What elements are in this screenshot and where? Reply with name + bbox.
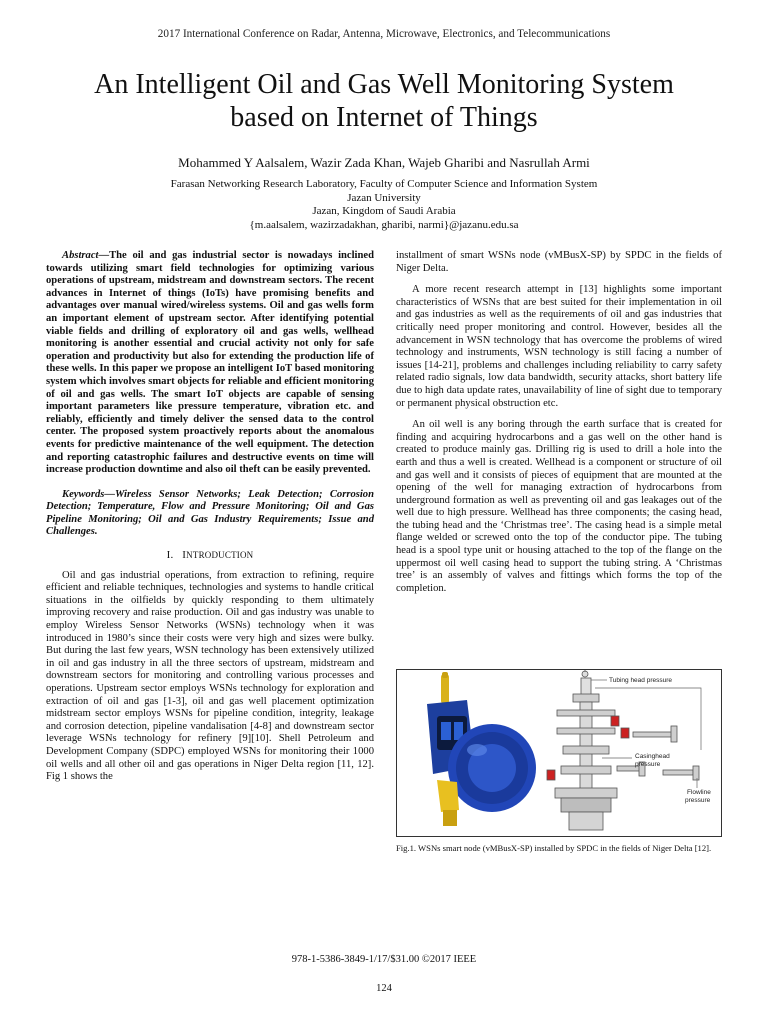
left-column — [46, 250, 374, 784]
affiliation-line: Farasan Networking Research Laboratory, Faculty of Computer Science and Information System — [170, 178, 598, 190]
abstract-text: —The oil and gas industrial sector is nowadays inclined towards utilizing smart field technologies for optimizing various operations of upstream, midstream and downstream sectors. The recent advances in Internet of things (IoTs) have promising benefits and advantages over manual wired/wireless systems. Oil and gas wells form an important element of upstream sector. After identifying potential viable fields and drilling of exploratory oil and gas wells, wellhead monitoring is another essential and crucial activity not only for safe operation and productivity but also for extending the production life of these wells. In this paper we propose an intelligent IoT based monitoring system which involves smart objects for reliable and efficient monitoring of oil and gas wells. The smart IoT objects are capable of sensing important parameters like pressure temperature, vibration etc. and reliably, efficiently and timely deliver the sensed data to the control center. The proposed system proactively reports about the anomalous events for predictive maintenance of the well equipment. The detection and reporting catastrophic failures and destructive events on time will increase production downtime and also oil theft can be easily prevented. — [46, 250, 374, 476]
figure-1-illustration — [397, 670, 721, 836]
label-tubing-head-pressure: Tubing head pressure — [609, 677, 672, 684]
label-flowline-2: pressure — [685, 797, 711, 804]
isbn-footer: 978-1-5386-3849-1/17/$31.00 ©2017 IEEE — [291, 954, 477, 965]
affiliation-line: Jazan, Kingdom of Saudi Arabia — [312, 205, 456, 218]
section-heading-introduction — [46, 549, 374, 562]
label-casinghead-2: pressure — [635, 761, 661, 768]
affiliation-line: Jazan University — [347, 191, 421, 204]
figure-1-caption: Fig.1. WSNs smart node (vMBusX-SP) installed by SPDC in the fields of Niger Delta [12]. — [396, 843, 712, 853]
label-flowline-1: Flowline — [687, 789, 711, 796]
abstract-label: Abstract — [62, 250, 99, 261]
abstract — [46, 250, 374, 477]
right-paragraph-1: A more recent research attempt in [13] highlights some important characteristics of WSNs that are best suited for their implementation in oil and gas industries as well as the requirements of oil and gas industries that critically need proper monitoring and control. However, besides all the advancement in WSN technology that has overcome the problems of wired technology and instruments, WSN technology is still facing a number of issues [14-21], problems and challenges including reliability to carry safety related radio signals, low data bandwidth, security attacks, short battery life due to high data update rates, unavailability of line of sight due to temporary or permanent physical obstruction etc. — [396, 284, 722, 409]
conference-header: 2017 International Conference on Radar, Antenna, Microwave, Electronics, and Telecommunications — [157, 28, 611, 40]
intro-paragraph-1: Oil and gas industrial operations, from extraction to refining, require efficient and reliable techniques, technologies and systems to handle critical situations in the oilfields by quickly responding to them ultimately improving recovery and raise production. Oil and gas industry was unable to employ Wireless Sensor Networks (WSNs) technology when it was introduced in 1980’s since their costs were very high and sizes were bulky. But during the last few years, WSN technology has been extensively utilized in oil and gas industry in all the three sectors of upstream, midstream and downstream sectors for monitoring and controlling various processes and operations. Upstream sector employs WSNs technology for exploration and extraction of oil and gas [1-3], oil and gas well placement optimization midstream sector employs WSNs for pipeline condition, integrity, leakage and corrosion detection, pipeline vandalisation [4-8] and downstream sector leverage WSNs technology for refinery [9][10]. Shell Petroleum and Development Company (SDPC) employed WSNs for monitoring their 1000 oil wells and all other oil and gas operations in Niger Delta region [11, 12]. Fig 1 shows the — [46, 569, 374, 783]
label-casinghead-1: Casinghead — [635, 753, 670, 760]
wellhead-diagram — [547, 670, 699, 830]
title-line-1: An Intelligent Oil and Gas Well Monitoring System — [94, 69, 674, 100]
wsn-sensor-node-image — [427, 672, 536, 826]
title-line-2: based on Internet of Things — [230, 102, 538, 133]
keywords: Keywords—Wireless Sensor Networks; Leak Detection; Corrosion Detection; Temperature, Flow and Pressure Monitoring; Oil and Gas Pipeline Monitoring; Oil and Gas Industry Requirements; Issue and Challenges. — [46, 488, 374, 538]
right-paragraph-continuation: installment of smart WSNs node (vMBusX-SP) by SPDC in the fields of Niger Delta. — [396, 250, 722, 274]
right-paragraph-2: An oil well is any boring through the earth surface that is created for finding and acquiring hydrocarbons and a gas well on the other hand is created to produce mainly gas. Drilling rig is used to drill a hole into the earth and thus a well is created. Wellhead is a component or structure of oil and gas well and it consists of pieces of equipment that are mounted at the opening of the well for managing extraction of hydrocarbons from underground formation as well as preventing oil and gas leakages out of the well due to high pressure. Wellhead has three components; the casing head, the tubing head and the ‘Christmas tree’. The casing head is a simple metal flange welded or screwed onto the top of the conductor pipe. The tubing head is a spool type unit or housing attached to the top of the flange on the uppermost oil well casing head to support the tubing string. A ‘Christmas tree’ is an assembly of valves and fittings which forms the top of the completion. — [396, 419, 722, 594]
right-column — [396, 250, 722, 595]
affiliation-block — [0, 178, 768, 232]
section-number: I. — [166, 549, 174, 562]
page-number: 124 — [376, 983, 392, 994]
figure-1 — [396, 669, 722, 837]
paper-title — [40, 68, 728, 134]
affiliation-emails: {m.aalsalem, wazirzadakhan, gharibi, narmi}@jazanu.edu.sa — [249, 218, 519, 231]
author-list: Mohammed Y Aalsalem, Wazir Zada Khan, Wajeb Gharibi and Nasrullah Armi — [178, 155, 590, 170]
section-title-initial: I — [182, 549, 187, 562]
section-title-rest: NTRODUCTION — [186, 550, 254, 561]
